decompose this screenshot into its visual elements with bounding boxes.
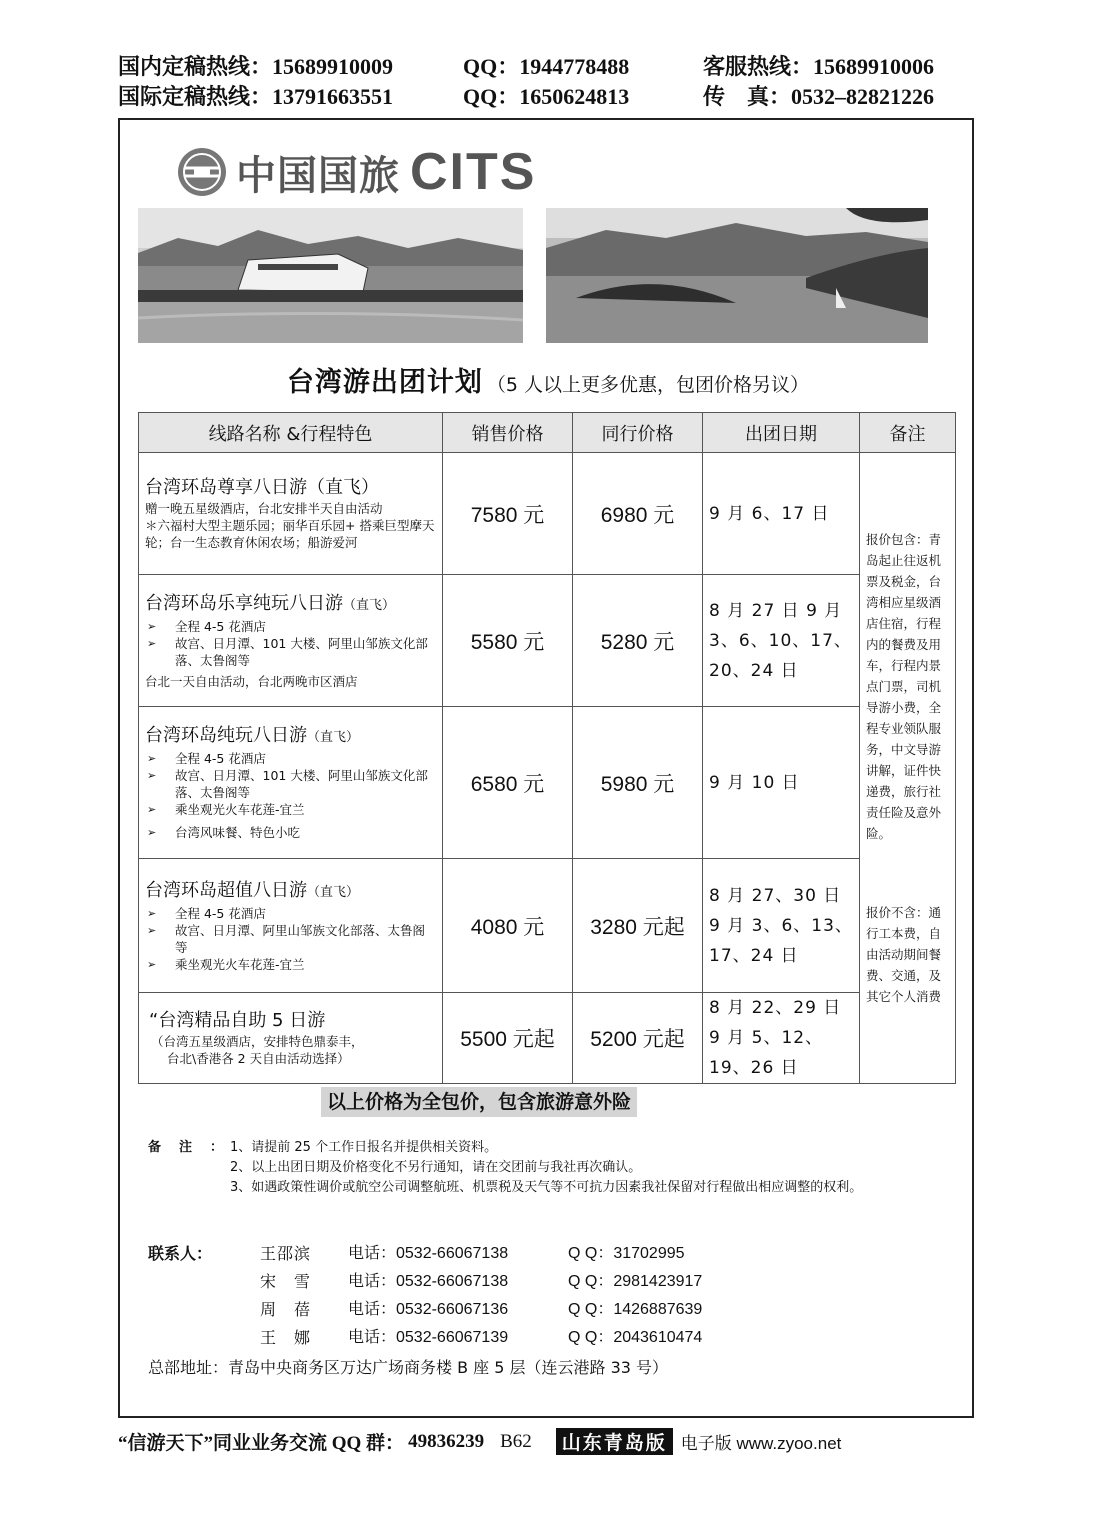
sale-price: 5500 元起: [443, 993, 573, 1084]
header-notes: 备注: [860, 413, 956, 453]
route-title: 台湾环岛超值八日游（直飞）: [145, 879, 360, 901]
logo-chinese-name: 中国国旅: [236, 152, 400, 199]
domestic-qq: QQ：1944778488: [463, 54, 630, 79]
cits-logo: [176, 142, 536, 202]
sale-price: 6580 元: [443, 707, 573, 859]
departure-dates: 8 月 27、30 日 9 月 3、6、13、17、24 日: [703, 859, 860, 993]
all-inclusive-banner: 以上价格为全包价，包含旅游意外险: [321, 1087, 637, 1117]
remark-item: 3、如遇政策性调价或航空公司调整航班、机票税及天气等不可抗力因素我社保留对行程做出相应调整的权利。: [230, 1180, 863, 1195]
route-description: [145, 500, 436, 551]
contact-row: [148, 1268, 768, 1296]
header-departure-dates: 出团日期: [703, 413, 860, 453]
edition-badge: 山东青岛版: [556, 1428, 673, 1455]
sale-price: 5580 元: [443, 575, 573, 707]
header-sale-price: 销售价格: [443, 413, 573, 453]
contacts-label: 联系人：: [148, 1244, 213, 1263]
head-office-address: 总部地址：青岛中央商务区万达广场商务楼 B 座 5 层（连云港路 33 号）: [148, 1358, 669, 1377]
domestic-hotline: 国内定稿热线：15689910009: [118, 54, 394, 79]
sale-price: 7580 元: [443, 453, 573, 575]
contact-row: [148, 1296, 768, 1324]
price-excludes: 报价不含：通行工本费，自由活动期间餐费、交通，及其它个人消费: [866, 905, 942, 1004]
route-highlights: [145, 750, 436, 841]
qq-group-label: “信游天下”同业业务交流 QQ 群：: [118, 1433, 405, 1454]
peer-price: 5980 元: [573, 707, 703, 859]
remark-item: 1、请提前 25 个工作日报名并提供相关资料。: [230, 1140, 498, 1155]
price-includes: 报价包含：青岛起止往返机票及税金，台湾相应星级酒店住宿，行程内的餐费及用车，行程内景点门票，司机导游小费，全程专业领队服务，中文导游讲解，证件快递费，旅行社责任险及意外险。: [866, 532, 942, 841]
logo-english-name: CITS: [410, 143, 537, 201]
route-desc-line: ＊六福村大型主题乐园；丽华百乐园+ 搭乘巨型摩天轮；台一生态教育休闲农场；船游爱河: [145, 518, 435, 550]
contact-qq: Q Q：1426887639: [568, 1301, 703, 1318]
route-highlight: ➢ 乘坐观光火车花莲-宜兰: [145, 801, 436, 818]
route-highlight: ➢ 全程 4-5 花酒店: [145, 618, 436, 635]
hotline-row-international: [118, 82, 978, 112]
table-header-row: [139, 413, 956, 453]
route-cell: [139, 707, 443, 859]
service-hotline: 客服热线：15689910006: [703, 54, 935, 79]
header-peer-price: 同行价格: [573, 413, 703, 453]
plan-title: 台湾游出团计划: [286, 367, 483, 398]
fax-number: 传 真：0532–82821226: [703, 84, 935, 109]
hotline-row-domestic: [118, 52, 978, 82]
route-highlight: ➢ 故宫、日月潭、101 大楼、阿里山邹族文化部落、太鲁阁等: [145, 767, 436, 801]
route-title: 台湾环岛纯玩八日游（直飞）: [145, 725, 360, 746]
page-footer: [118, 1428, 978, 1455]
route-title: 台湾环岛尊享八日游（直飞）: [145, 477, 379, 498]
route-flight-note: （直飞）: [343, 597, 396, 613]
departure-dates: 8 月 22、29 日 9 月 5、12、19、26 日: [703, 993, 860, 1084]
contact-qq: Q Q：2043610474: [568, 1329, 703, 1346]
table-row: [139, 859, 956, 993]
route-flight-note: （直飞）: [307, 730, 360, 745]
table-row: [139, 707, 956, 859]
route-highlight: ➢ 故宫、日月潭、阿里山邹族文化部落、太鲁阁等: [145, 922, 436, 956]
peer-price: 5280 元: [573, 575, 703, 707]
departure-dates: 9 月 6、17 日: [703, 453, 860, 575]
route-extra: 台北一天自由活动，台北两晚市区酒店: [145, 673, 358, 689]
route-cell: [139, 575, 443, 707]
harbor-photo: [138, 208, 523, 343]
lake-photo: [546, 208, 928, 343]
peer-price: 6980 元: [573, 453, 703, 575]
plan-heading: [120, 360, 976, 399]
contact-name: 王邵滨: [260, 1244, 312, 1263]
route-highlight: ➢ 乘坐观光火车花莲-宜兰: [145, 956, 436, 973]
sale-price: 4080 元: [443, 859, 573, 993]
contact-phone: 电话：0532-66067136: [348, 1301, 509, 1318]
route-cell: [139, 453, 443, 575]
qq-group-number: 49836239: [408, 1430, 485, 1452]
ebook-link[interactable]: 电子版 www.zyoo.net: [680, 1434, 842, 1453]
contact-phone: 电话：0532-66067138: [348, 1245, 509, 1262]
peer-price: 3280 元起: [573, 859, 703, 993]
contact-phone: 电话：0532-66067138: [348, 1273, 509, 1290]
route-desc-line: 赠一晚五星级酒店，台北安排半天自由活动: [145, 501, 383, 516]
cits-emblem-icon: [176, 146, 228, 198]
peer-price: 5200 元起: [573, 993, 703, 1084]
contact-row: [148, 1324, 768, 1352]
route-description: [145, 1033, 436, 1067]
ad-frame: [118, 118, 974, 1418]
page-number: B62: [500, 1430, 532, 1452]
international-hotline: 国际定稿热线：13791663551: [118, 84, 394, 109]
plan-subtitle: （5 人以上更多优惠，包团价格另议）: [486, 374, 810, 396]
route-cell: [139, 993, 443, 1084]
contact-name: 宋 雪: [260, 1272, 312, 1291]
contact-row: [148, 1240, 768, 1268]
tour-schedule-table: [138, 412, 956, 1084]
contact-qq: Q Q：2981423917: [568, 1273, 703, 1290]
table-row: [139, 575, 956, 707]
route-cell: [139, 859, 443, 993]
departure-dates: 8 月 27 日 9 月 3、6、10、17、20、24 日: [703, 575, 860, 707]
contact-name: 王 娜: [260, 1328, 312, 1347]
route-desc-line: 台北\香港各 2 天自由活动选择）: [167, 1051, 350, 1066]
remarks: [148, 1138, 948, 1198]
route-title: “台湾精品自助 5 日游: [149, 1010, 326, 1031]
international-qq: QQ：1650624813: [463, 84, 630, 109]
route-highlight: ➢ 故宫、日月潭、101 大楼、阿里山邹族文化部落、太鲁阁等: [145, 635, 436, 669]
remarks-label: 备注：: [148, 1140, 242, 1155]
departure-dates: 9 月 10 日: [703, 707, 860, 859]
route-highlight: ➢ 全程 4-5 花酒店: [145, 905, 436, 922]
route-highlight: ➢ 台湾风味餐、特色小吃: [145, 824, 436, 841]
table-row: [139, 993, 956, 1084]
remark-item: 2、以上出团日期及价格变化不另行通知，请在交团前与我社再次确认。: [230, 1160, 642, 1175]
price-notes: [860, 453, 956, 1084]
route-highlight: ➢ 全程 4-5 花酒店: [145, 750, 436, 767]
route-flight-note: （直飞）: [307, 884, 360, 900]
route-highlights: [145, 618, 436, 669]
remarks-list: [230, 1138, 948, 1198]
route-title: 台湾环岛乐享纯玩八日游（直飞）: [145, 592, 396, 614]
contact-qq: Q Q：31702995: [568, 1245, 685, 1262]
contacts: [148, 1240, 768, 1382]
contact-name: 周 蓓: [260, 1300, 312, 1319]
contact-phone: 电话：0532-66067139: [348, 1329, 509, 1346]
route-highlights: [145, 905, 436, 973]
route-desc-line: （台湾五星级酒店，安排特色鼎泰丰，: [151, 1034, 364, 1049]
hotlines: [118, 52, 978, 112]
table-row: [139, 453, 956, 575]
header-route: 线路名称 &行程特色: [139, 413, 443, 453]
